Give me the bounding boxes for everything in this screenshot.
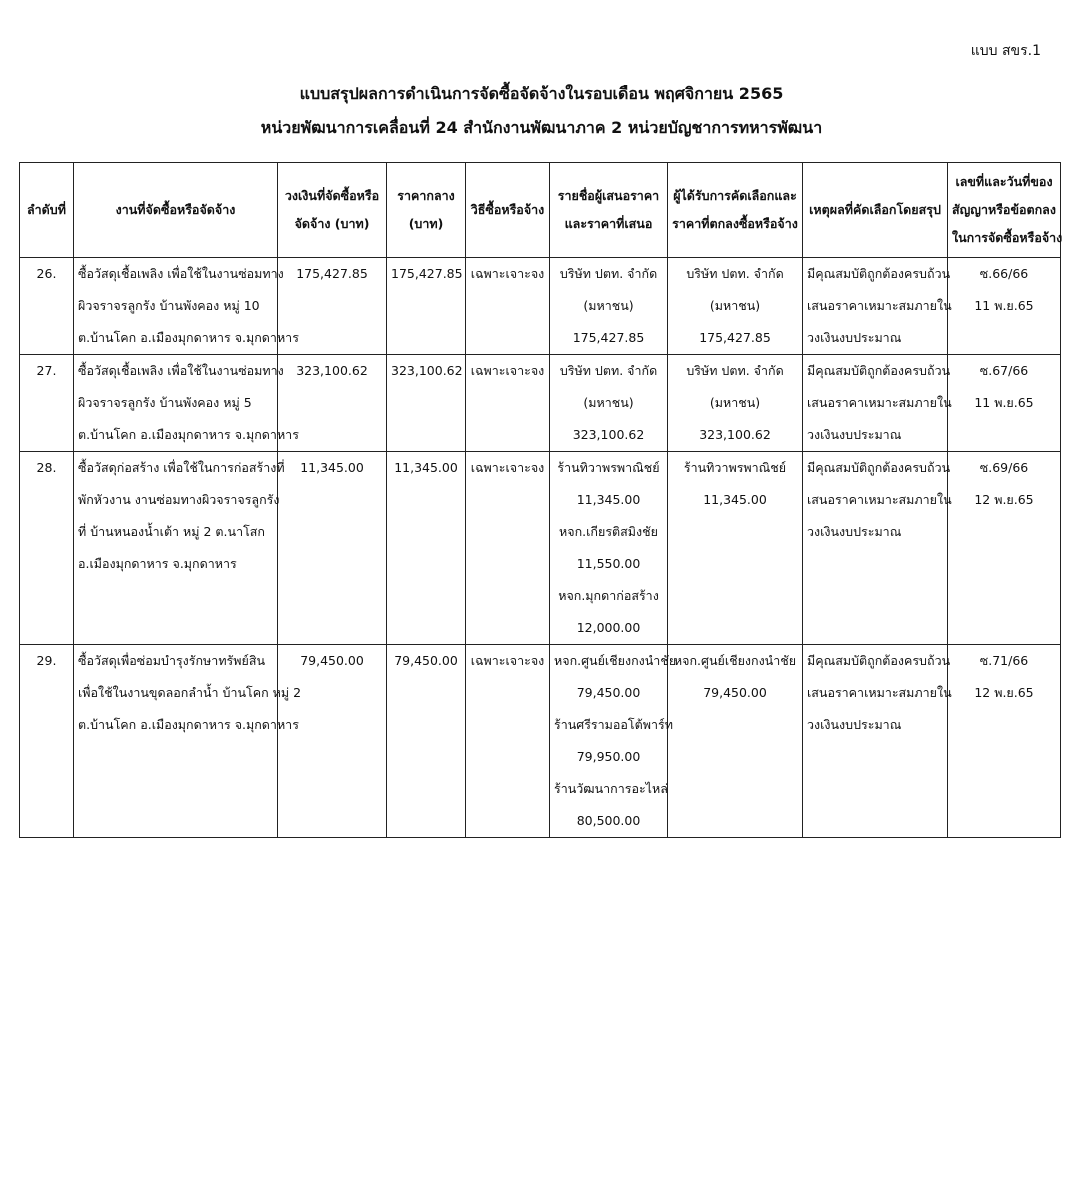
cell-reason: มีคุณสมบัติถูกต้องครบถ้วน เสนอราคาเหมาะสมภายใน วงเงินงบประมาณ	[803, 645, 948, 838]
column-header-task: งานที่จัดซื้อหรือจัดจ้าง	[74, 163, 278, 258]
cell-median-price: 175,427.85	[387, 258, 466, 355]
cell-reason: มีคุณสมบัติถูกต้องครบถ้วน เสนอราคาเหมาะสมภายใน วงเงินงบประมาณ	[803, 355, 948, 452]
cell-budget: 175,427.85	[278, 258, 387, 355]
cell-budget: 11,345.00	[278, 452, 387, 645]
cell-method: เฉพาะเจาะจง	[466, 258, 550, 355]
column-header-contract: เลขที่และวันที่ของ สัญญาหรือข้อตกลง ในการจัดซื้อหรือจ้าง	[948, 163, 1061, 258]
cell-bidders: บริษัท ปตท. จำกัด (มหาชน) 175,427.85	[550, 258, 668, 355]
cell-bidders: บริษัท ปตท. จำกัด (มหาชน) 323,100.62	[550, 355, 668, 452]
cell-selected: หจก.ศูนย์เชียงกงนำชัย 79,450.00	[668, 645, 803, 838]
cell-median-price: 323,100.62	[387, 355, 466, 452]
table-row	[20, 355, 1061, 452]
cell-reason: มีคุณสมบัติถูกต้องครบถ้วน เสนอราคาเหมาะสมภายใน วงเงินงบประมาณ	[803, 258, 948, 355]
cell-method: เฉพาะเจาะจง	[466, 452, 550, 645]
cell-selected: บริษัท ปตท. จำกัด (มหาชน) 323,100.62	[668, 355, 803, 452]
cell-budget: 79,450.00	[278, 645, 387, 838]
document-subtitle: หน่วยพัฒนาการเคลื่อนที่ 24 สำนักงานพัฒนาภาค 2 หน่วยบัญชาการทหารพัฒนา	[260, 118, 823, 137]
cell-task: ซื้อวัสดุเพื่อซ่อมบำรุงรักษาทรัพย์สิน เพื่อใช้ในงานขุดลอกลำน้ำ บ้านโคก หมู่ 2 ต.บ้านโคก อ.เมืองมุกดาหาร จ.มุกดาหาร	[74, 645, 278, 838]
cell-selected: บริษัท ปตท. จำกัด (มหาชน) 175,427.85	[668, 258, 803, 355]
document-title: แบบสรุปผลการดำเนินการจัดซื้อจัดจ้างในรอบเดือน พฤศจิกายน 2565	[299, 84, 784, 103]
cell-contract: ซ.71/66 12 พ.ย.65	[948, 645, 1061, 838]
column-header-no: ลำดับที่	[20, 163, 74, 258]
cell-method: เฉพาะเจาะจง	[466, 355, 550, 452]
cell-median-price: 11,345.00	[387, 452, 466, 645]
table-row	[20, 258, 1061, 355]
cell-no: 29.	[20, 645, 74, 838]
column-header-median-price: ราคากลาง (บาท)	[387, 163, 466, 258]
cell-task: ซื้อวัสดุเชื้อเพลิง เพื่อใช้ในงานซ่อมทาง ผิวจราจรลูกรัง บ้านพังคอง หมู่ 10 ต.บ้านโคก อ.เมืองมุกดาหาร จ.มุกดาหาร	[74, 258, 278, 355]
cell-no: 26.	[20, 258, 74, 355]
cell-median-price: 79,450.00	[387, 645, 466, 838]
table-row	[20, 452, 1061, 645]
cell-reason: มีคุณสมบัติถูกต้องครบถ้วน เสนอราคาเหมาะสมภายใน วงเงินงบประมาณ	[803, 452, 948, 645]
cell-no: 28.	[20, 452, 74, 645]
column-header-bidders: รายชื่อผู้เสนอราคา และราคาที่เสนอ	[550, 163, 668, 258]
cell-no: 27.	[20, 355, 74, 452]
cell-contract: ซ.67/66 11 พ.ย.65	[948, 355, 1061, 452]
column-header-selected: ผู้ได้รับการคัดเลือกและ ราคาที่ตกลงซื้อหรือจ้าง	[668, 163, 803, 258]
cell-contract: ซ.66/66 11 พ.ย.65	[948, 258, 1061, 355]
cell-bidders: หจก.ศูนย์เชียงกงนำชัย 79,450.00 ร้านศรีรามออโต้พาร์ท 79,950.00 ร้านวัฒนาการอะไหล่ 80,500.00	[550, 645, 668, 838]
column-header-method: วิธีซื้อหรือจ้าง	[466, 163, 550, 258]
cell-contract: ซ.69/66 12 พ.ย.65	[948, 452, 1061, 645]
table-row	[20, 645, 1061, 838]
column-header-reason: เหตุผลที่คัดเลือกโดยสรุป	[803, 163, 948, 258]
table-header-row	[20, 163, 1061, 258]
cell-bidders: ร้านทิวาพรพาณิชย์ 11,345.00 หจก.เกียรติสมิงชัย 11,550.00 หจก.มุกดาก่อสร้าง 12,000.00	[550, 452, 668, 645]
cell-selected: ร้านทิวาพรพาณิชย์ 11,345.00	[668, 452, 803, 645]
procurement-summary-table	[19, 162, 1061, 838]
cell-task: ซื้อวัสดุเชื้อเพลิง เพื่อใช้ในงานซ่อมทาง ผิวจราจรลูกรัง บ้านพังคอง หมู่ 5 ต.บ้านโคก อ.เมืองมุกดาหาร จ.มุกดาหาร	[74, 355, 278, 452]
cell-budget: 323,100.62	[278, 355, 387, 452]
cell-task: ซื้อวัสดุก่อสร้าง เพื่อใช้ในการก่อสร้างที่ พักหัวงาน งานซ่อมทางผิวจราจรลูกรัง ที่ บ้านหนองน้ำเต้า หมู่ 2 ต.นาโสก อ.เมืองมุกดาหาร จ.มุกดาหาร	[74, 452, 278, 645]
column-header-budget: วงเงินที่จัดซื้อหรือ จัดจ้าง (บาท)	[278, 163, 387, 258]
cell-method: เฉพาะเจาะจง	[466, 645, 550, 838]
form-code: แบบ สขร.1	[970, 43, 1041, 59]
